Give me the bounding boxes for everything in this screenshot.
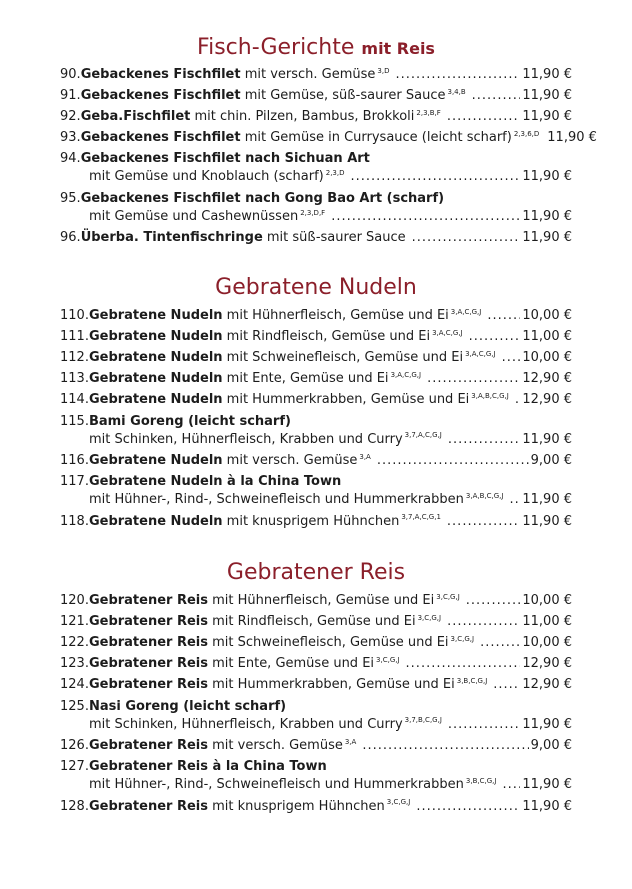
menu-item-line	[60, 391, 572, 409]
menu-item-head	[60, 758, 327, 776]
menu-item	[60, 87, 572, 105]
menu-item	[60, 328, 572, 346]
menu-item-head	[60, 307, 481, 325]
item-allergens: 3,A	[344, 737, 357, 746]
item-name: Nasi Goreng (leicht scharf)	[88, 698, 287, 714]
item-name: Gebratener Reis	[88, 677, 208, 693]
item-description: mit knusprigem Hühnchen	[222, 513, 400, 529]
menu-item-head	[60, 634, 474, 652]
item-description: mit Rindfleisch, Gemüse und Ei	[208, 614, 416, 630]
item-price: 9,00 €	[530, 453, 572, 468]
menu-item-head	[60, 737, 356, 755]
item-allergens: 3,7,A,C,G,1	[401, 513, 441, 522]
item-number: 128.	[60, 798, 89, 814]
item-name: Gebratener Reis	[88, 593, 208, 608]
menu-item-head	[60, 592, 460, 610]
item-name: Geba.Fischfilet	[80, 109, 191, 125]
leader-dots	[448, 716, 520, 734]
item-price: 11,00 €	[522, 329, 572, 345]
leader-dots	[331, 208, 520, 226]
item-price: 11,90 €	[522, 109, 572, 125]
item-allergens: 3,7,B,C,G,J	[404, 716, 442, 725]
item-number: 123.	[60, 656, 89, 672]
menu-item	[60, 473, 572, 509]
item-number: 125.	[60, 698, 89, 714]
item-description: mit knusprigem Hühnchen	[208, 798, 385, 814]
item-description: mit versch. Gemüse	[240, 67, 376, 82]
item-price: 12,90 €	[522, 656, 572, 672]
item-allergens: 3,A,B,C,G,J	[465, 491, 504, 500]
item-description: mit süß-saurer Sauce	[262, 230, 406, 246]
item-name: Bami Goreng (leicht scharf)	[88, 413, 291, 429]
leader-dots	[509, 491, 520, 509]
menu-item-line	[60, 150, 572, 168]
menu-item-head	[60, 87, 466, 105]
item-price: 11,90 €	[522, 798, 572, 814]
item-description: mit versch. Gemüse	[208, 738, 343, 753]
menu-item	[60, 452, 572, 470]
item-name: Gebratene Nudeln	[88, 513, 223, 529]
leader-dots	[502, 776, 520, 794]
item-price: 9,00 €	[530, 738, 572, 753]
item-name: Gebratener Reis	[88, 656, 208, 672]
item-price: 11,90 €	[522, 88, 572, 104]
menu-item	[60, 698, 572, 734]
menu-item-detail	[89, 431, 442, 449]
item-description: mit Schinken, Hühnerfleisch, Krabben und Curry	[89, 716, 403, 732]
menu-item-head	[60, 798, 410, 816]
leader-dots	[351, 168, 521, 186]
menu-item	[60, 758, 572, 794]
item-name: Gebratener Reis	[88, 798, 208, 814]
item-description: mit Hühnerfleisch, Gemüse und Ei	[222, 308, 449, 323]
item-name: Gebratener Reis à la China Town	[88, 759, 327, 775]
item-number: 96.	[60, 230, 81, 246]
item-number: 121.	[60, 614, 89, 630]
item-number: 113.	[60, 371, 89, 387]
menu-item	[60, 513, 572, 531]
menu-item-line	[60, 431, 572, 449]
leader-dots	[469, 328, 521, 346]
menu-item	[60, 108, 572, 126]
menu-item-line	[60, 473, 572, 491]
menu-item-line	[60, 413, 572, 431]
item-allergens: 2,3,B,F	[416, 108, 441, 117]
menu-item-line	[60, 613, 572, 631]
item-price: 11,90 €	[522, 492, 572, 508]
menu-item	[60, 307, 572, 325]
item-number: 115.	[60, 413, 89, 429]
menu-item-line	[60, 370, 572, 388]
item-name: Gebackenes Fischfilet nach Sichuan Art	[80, 151, 370, 167]
item-description: mit Schinken, Hühnerfleisch, Krabben und Curry	[89, 431, 403, 447]
item-allergens: 2,3,D	[325, 169, 345, 178]
leader-dots	[448, 431, 521, 449]
item-price: 11,90 €	[522, 169, 572, 185]
menu-item	[60, 592, 572, 610]
item-name: Überba. Tintenfischringe	[80, 230, 263, 246]
item-name: Gebratene Nudeln	[88, 392, 223, 408]
leader-dots	[416, 798, 520, 816]
menu-item	[60, 676, 572, 694]
item-price: 12,90 €	[522, 392, 572, 408]
item-description: mit chin. Pilzen, Bambus, Brokkoli	[190, 109, 415, 125]
item-description: mit Hühner-, Rind-, Schweinefleisch und Hummerkrabben	[89, 777, 464, 793]
item-allergens: 3,A,B,C,G,J	[471, 392, 509, 401]
item-price: 11,90 €	[522, 431, 572, 447]
item-allergens: 3,B,C,G,J	[456, 677, 488, 686]
menu-item-head	[60, 473, 341, 491]
item-name: Gebratener Reis	[88, 738, 208, 753]
menu-item-line	[60, 634, 572, 652]
item-price: 10,00 €	[522, 635, 572, 651]
menu-item	[60, 391, 572, 409]
item-allergens: 3,C,G,J	[450, 634, 475, 643]
item-description: mit Ente, Gemüse und Ei	[222, 371, 389, 387]
menu-item-head	[60, 370, 421, 388]
leader-dots	[396, 66, 521, 84]
item-allergens: 3,A,C,G,J	[432, 328, 463, 337]
item-allergens: 3,C,G,J	[417, 613, 442, 622]
item-allergens: 3,4,B	[447, 87, 466, 96]
menu-item-line	[60, 452, 572, 470]
section-title	[0, 274, 632, 302]
menu-item-head	[60, 513, 441, 531]
item-number: 93.	[60, 130, 81, 146]
menu-item-head	[60, 190, 444, 208]
menu-item-head	[60, 129, 539, 147]
item-name: Gebratene Nudeln à la China Town	[88, 474, 342, 490]
menu-item-line	[60, 776, 572, 794]
menu-item-line	[60, 87, 572, 105]
item-allergens: 3,D	[377, 66, 390, 75]
item-description: mit versch. Gemüse	[222, 453, 358, 468]
item-allergens: 3,C,G,J	[386, 798, 411, 807]
menu-item-line	[60, 798, 572, 816]
item-price: 11,90 €	[522, 67, 572, 82]
menu-item	[60, 737, 572, 755]
leader-dots	[480, 634, 520, 652]
item-number: 95.	[60, 190, 81, 206]
item-allergens: 3,B,C,G,J	[465, 776, 497, 785]
item-number: 94.	[60, 151, 81, 167]
item-name: Gebratene Nudeln	[88, 308, 223, 323]
item-name: Gebratene Nudeln	[88, 329, 223, 345]
item-number: 118.	[60, 513, 89, 529]
item-name: Gebackenes Fischfilet	[80, 67, 241, 82]
item-price: 10,00 €	[522, 350, 572, 366]
section-title-text: Gebratene Nudeln	[215, 275, 417, 300]
item-name: Gebratene Nudeln	[88, 453, 223, 468]
item-price: 11,90 €	[522, 777, 572, 793]
menu-item	[60, 634, 572, 652]
item-number: 117.	[60, 474, 89, 490]
item-number: 90.	[60, 67, 81, 82]
item-allergens: 3,7,A,C,G,J	[404, 431, 442, 440]
item-description: mit Rindfleisch, Gemüse und Ei	[222, 329, 431, 345]
item-number: 114.	[60, 392, 89, 408]
leader-dots	[427, 370, 520, 388]
item-description: mit Gemüse und Cashewnüssen	[89, 208, 299, 224]
item-number: 126.	[60, 738, 89, 753]
menu-item-line	[60, 208, 572, 226]
item-number: 124.	[60, 677, 89, 693]
item-allergens: 2,3,D,F	[300, 208, 326, 217]
item-number: 111.	[60, 329, 89, 345]
menu-item-line	[60, 592, 572, 610]
menu-item	[60, 798, 572, 816]
item-price: 11,90 €	[522, 716, 572, 732]
item-number: 122.	[60, 635, 89, 651]
menu-item	[60, 129, 597, 147]
item-description: mit Gemüse in Currysauce (leicht scharf)	[240, 130, 512, 146]
item-name: Gebackenes Fischfilet	[80, 130, 241, 146]
section-title-text: Gebratener Reis	[226, 560, 406, 585]
leader-dots	[412, 229, 521, 247]
menu-item	[60, 613, 572, 631]
item-description: mit Hummerkrabben, Gemüse und Ei	[222, 392, 470, 408]
menu-item	[60, 655, 572, 673]
menu-item	[60, 190, 572, 226]
item-description: mit Gemüse und Knoblauch (scharf)	[89, 169, 324, 185]
menu-item-head	[60, 655, 400, 673]
item-allergens: 3,C,G,J	[376, 655, 400, 664]
item-name: Gebratene Nudeln	[88, 350, 223, 366]
menu-item-line	[60, 513, 572, 531]
menu-item	[60, 229, 572, 247]
leader-dots	[362, 737, 528, 755]
item-number: 110.	[60, 308, 89, 323]
menu-item-head	[60, 452, 371, 470]
menu-item-head	[60, 150, 370, 168]
menu-item-head	[60, 391, 509, 409]
item-allergens: 3,A,C,G,J	[390, 370, 422, 379]
leader-dots	[502, 349, 521, 367]
menu-item-detail	[89, 716, 442, 734]
menu-item-line	[60, 328, 572, 346]
menu-item-detail	[89, 491, 503, 509]
item-name: Gebratener Reis	[88, 635, 208, 651]
item-name: Gebratener Reis	[88, 614, 208, 630]
leader-dots	[447, 108, 521, 126]
menu-item-head	[60, 698, 286, 716]
item-description: mit Hummerkrabben, Gemüse und Ei	[208, 677, 455, 693]
item-description: mit Hühner-, Rind-, Schweinefleisch und Hummerkrabben	[89, 492, 464, 508]
item-allergens: 3,A,C,G,J	[465, 349, 496, 358]
menu-item-line	[60, 168, 572, 186]
item-price: 10,00 €	[522, 593, 572, 608]
leader-dots	[447, 513, 520, 531]
section-subtitle: mit Reis	[361, 39, 435, 58]
item-price: 12,90 €	[522, 677, 572, 693]
item-description: mit Ente, Gemüse und Ei	[208, 656, 375, 672]
menu-item-line	[60, 655, 572, 673]
item-number: 116.	[60, 453, 89, 468]
leader-dots	[472, 87, 521, 105]
menu-item-head	[60, 66, 390, 84]
menu-item-head	[60, 108, 441, 126]
menu-item-line	[60, 491, 572, 509]
section-title-text: Fisch-Gerichte	[197, 35, 355, 60]
leader-dots	[447, 613, 520, 631]
item-number: 120.	[60, 593, 89, 608]
menu-item-line	[60, 698, 572, 716]
section-title	[0, 34, 632, 63]
item-price: 11,00 €	[522, 614, 572, 630]
leader-dots	[487, 307, 520, 325]
menu-item	[60, 349, 572, 367]
menu-item	[60, 413, 572, 449]
item-name: Gebackenes Fischfilet	[80, 88, 241, 104]
item-number: 91.	[60, 88, 81, 104]
menu-item-line	[60, 229, 572, 247]
item-description: mit Hühnerfleisch, Gemüse und Ei	[208, 593, 435, 608]
menu-item-head	[60, 229, 406, 247]
item-description: mit Schweinefleisch, Gemüse und Ei	[208, 635, 449, 651]
menu-item	[60, 150, 572, 186]
section-title	[0, 559, 632, 587]
menu-item	[60, 66, 572, 84]
leader-dots	[515, 391, 521, 409]
leader-dots	[493, 676, 520, 694]
menu-item-line	[60, 737, 572, 755]
item-number: 112.	[60, 350, 89, 366]
item-description: mit Gemüse, süß-saurer Sauce	[240, 88, 446, 104]
menu-item-head	[60, 349, 496, 367]
menu-item-line	[60, 676, 572, 694]
item-price: 11,90 €	[547, 130, 597, 146]
item-number: 127.	[60, 759, 89, 775]
menu-item-line	[60, 108, 572, 126]
item-number: 92.	[60, 109, 81, 125]
menu-item-detail	[89, 776, 496, 794]
menu-item-line	[60, 349, 572, 367]
item-price: 11,90 €	[522, 230, 572, 246]
item-allergens: 3,C,G,J	[436, 592, 460, 601]
menu-item-line	[60, 190, 572, 208]
item-allergens: 3,A,C,G,J	[450, 307, 482, 316]
menu-item-line	[60, 758, 572, 776]
item-price: 10,00 €	[522, 308, 572, 323]
item-name: Gebratene Nudeln	[88, 371, 223, 387]
menu-item-line	[60, 66, 572, 84]
menu-item-line	[60, 716, 572, 734]
item-description: mit Schweinefleisch, Gemüse und Ei	[222, 350, 464, 366]
menu-item-detail	[89, 168, 345, 186]
item-price: 11,90 €	[522, 513, 572, 529]
menu-item-head	[60, 413, 291, 431]
item-allergens: 3,A	[359, 452, 371, 461]
leader-dots	[406, 655, 521, 673]
menu-item-line	[60, 129, 597, 147]
leader-dots	[466, 592, 521, 610]
item-allergens: 2,3,6,D	[513, 129, 540, 138]
item-name: Gebackenes Fischfilet nach Gong Bao Art (scharf)	[80, 190, 445, 206]
menu-item	[60, 370, 572, 388]
leader-dots	[377, 452, 529, 470]
item-price: 12,90 €	[522, 371, 572, 387]
menu-item-line	[60, 307, 572, 325]
menu-item-detail	[89, 208, 325, 226]
menu-item-head	[60, 613, 441, 631]
menu-item-head	[60, 328, 463, 346]
menu-item-head	[60, 676, 487, 694]
item-price: 11,90 €	[522, 208, 572, 224]
